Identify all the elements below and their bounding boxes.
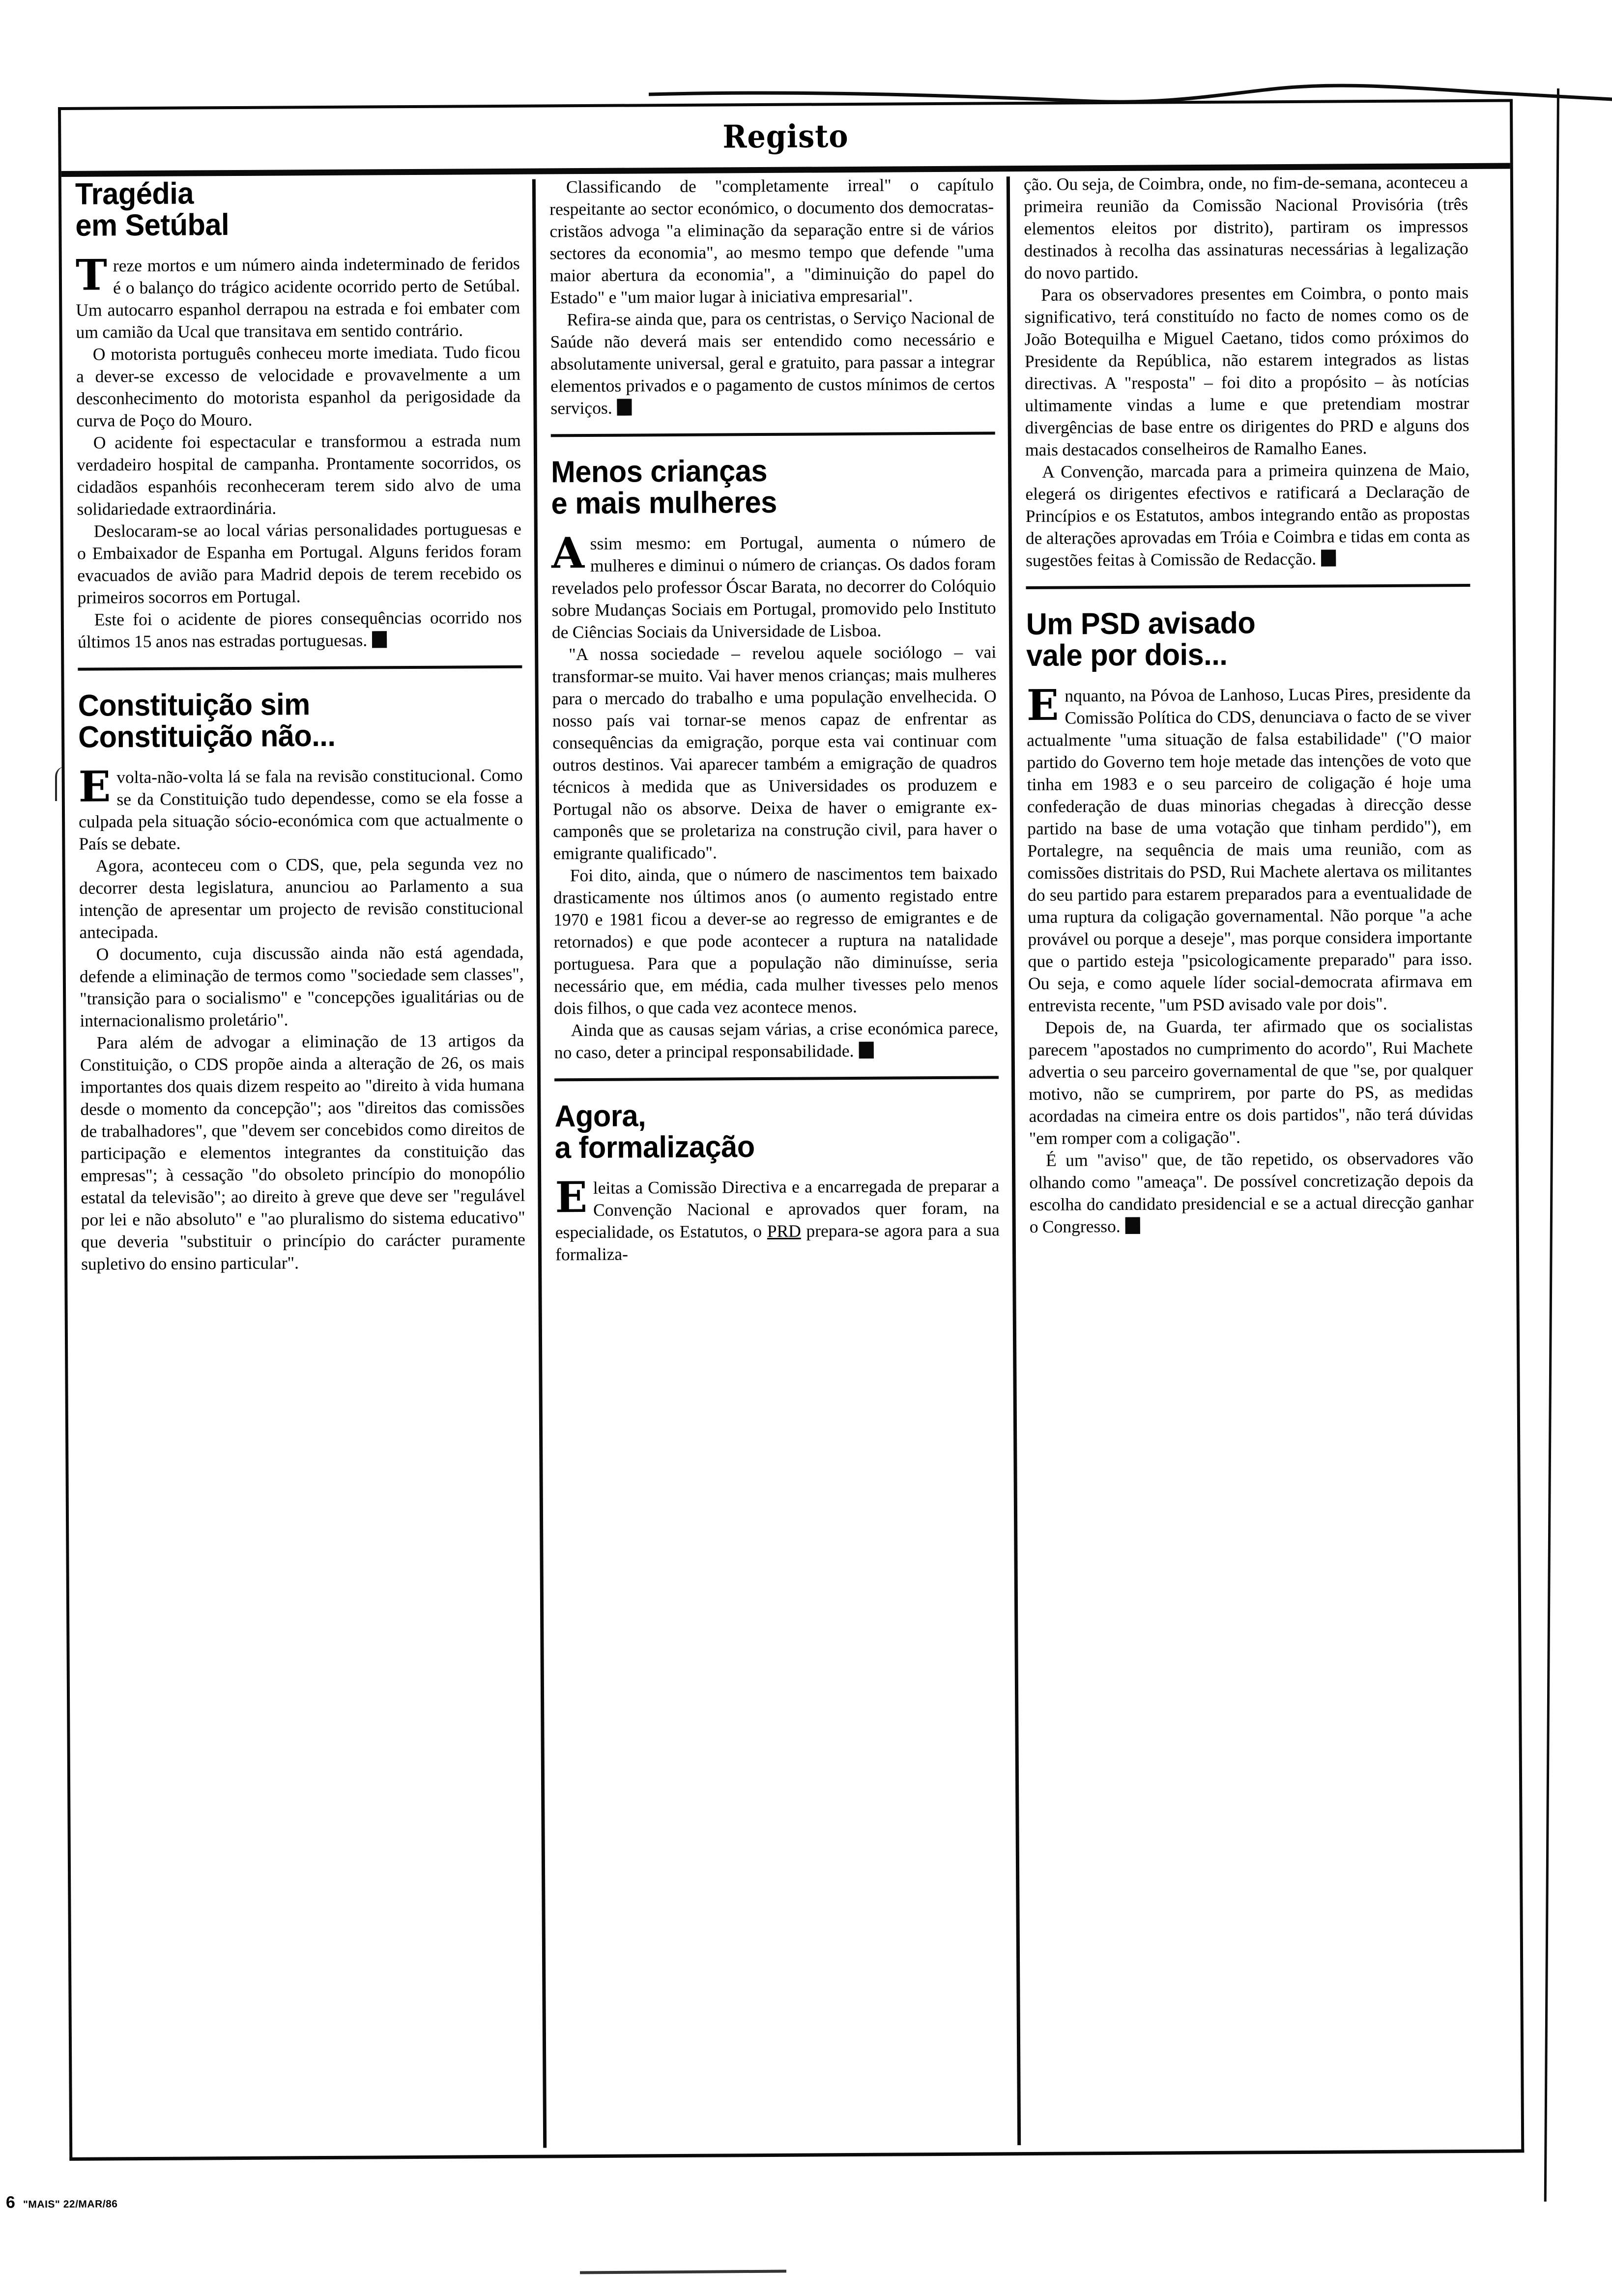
paragraph-text: Refira-se ainda que, para os centristas, o Serviço Nacional de Saúde não deverá mais ser entendido como necessário e absolutamente universal, geral e gratuito, para passar a integrar elementos privados e o pagamento de custos mínimos de certos serviços. — [550, 307, 995, 418]
paragraph-text: reze mortos e um número ainda indeterminado de feridos é o balanço do trágico acidente ocorrido perto de Setúbal. Um autocarro espanhol derrapou na estrada e foi embater com um camião da Ucal que transitava em sentido contrário. — [76, 253, 520, 342]
headline-agora-a-formalizacao — [554, 1098, 981, 1164]
paragraph — [555, 1172, 1000, 1265]
article-agora-a-formalizacao-continuacao — [1024, 171, 1470, 572]
paragraph-text: É um "aviso" que, de tão repetido, os observadores vão olhando como "ameaça". De possível concretização depois da escolha do candidato presidencial e se a actual direcção ganhar o Congresso. — [1029, 1148, 1474, 1236]
dropcap: A — [551, 528, 585, 578]
end-of-article-mark — [1125, 1217, 1140, 1234]
paragraph: Depois de, na Guarda, ter afirmado que os socialistas parecem "apostados no cumprimento do acordo", Rui Machete advertia o seu parceiro governamental de que "se, por qualquer motivo, não se cumprirem, por parte do PS, as medidas acordadas na cimeira entre os dois partidos", não terá dúvidas "em romper com a coligação". — [1028, 1015, 1473, 1148]
headline-line: Um PSD avisado — [1026, 606, 1256, 642]
article-divider — [1026, 584, 1470, 589]
article-divider — [554, 1076, 999, 1081]
end-of-article-mark — [372, 631, 387, 648]
article-divider — [78, 665, 522, 671]
paragraph: Deslocaram-se ao local várias personalidades portuguesas e o Embaixador de Espanha em Portugal. Alguns feridos foram evacuados de avião para Madrid depois de terem recebido os primeiros socorros em Portugal. — [77, 518, 522, 607]
paragraph-text: volta-não-volta lá se fala na revisão constitucional. Como se da Constituição tudo dependesse, como se ela fosse a culpada pela situação sócio-económica com que actualmente o País se debate. — [79, 765, 523, 854]
newspaper-page — [58, 99, 1524, 2166]
paragraph — [78, 606, 522, 653]
paragraph — [75, 250, 520, 344]
article-tragedia-em-setubal — [75, 176, 522, 653]
headline-constituicao-sim-constituicao-nao — [78, 688, 505, 754]
scan-artifact-right-rule — [1544, 88, 1559, 2202]
article-um-psd-avisado-vale-por-dois — [1026, 606, 1474, 1238]
footer-page-number: 6 — [5, 2193, 16, 2212]
dropcap: T — [75, 250, 108, 300]
paragraph — [551, 530, 996, 643]
dropcap: E — [555, 1172, 588, 1223]
end-of-article-mark — [859, 1042, 873, 1059]
underlined-term: PRD — [767, 1221, 801, 1241]
headline-tragedia-em-setubal — [75, 176, 502, 242]
masthead — [61, 102, 1510, 171]
paragraph — [1025, 459, 1470, 572]
paragraph: O documento, cuja discussão ainda não está agendada, defende a eliminação de termos como "sociedade sem classes", "transição para o socialismo" e "concepções igualitárias ou de internacionalismo proletário". — [79, 942, 524, 1031]
paragraph-text: leitas a Comissão Directiva e a encarregada de preparar a Convenção Nacional e aprovados quer foram, na especialidade, os Estatutos, o PRD prepara-se agora para a sua formaliza- — [555, 1176, 1000, 1264]
footer-issue-meta: "MAIS" 22/MAR/86 — [23, 2198, 118, 2210]
page-footer — [6, 2192, 118, 2212]
paragraph-text: ssim mesmo: em Portugal, aumenta o número de mulheres e diminui o número de crianças. Os dados foram revelados pelo professor Óscar Barata, no decorrer do Colóquio sobre Mudanças Sociais em Portugal, promovido pelo Instituto de Ciências Sociais da Universidade de Lisboa. — [551, 531, 996, 642]
article-menos-criancas-e-mais-mulheres — [551, 454, 999, 1063]
article-agora-a-formalizacao — [554, 1098, 1000, 1265]
dropcap: E — [78, 762, 111, 812]
headline-line: em Setúbal — [75, 208, 230, 243]
paragraph — [554, 1017, 998, 1063]
column-1 — [61, 176, 543, 2157]
paragraph — [550, 306, 995, 419]
article-constituicao-continuacao — [549, 173, 995, 419]
paragraph: Classificando de "completamente irreal" o capítulo respeitante ao sector económico, o documento dos democratas-cristãos advoga "a eliminação da separação entre si de vários sectores da economia", ao mesmo tempo que defende "uma maior abertura da economia", a "diminuição do papel do Estado" e "um maior lugar à iniciativa empresarial". — [549, 174, 995, 308]
headline-line: a formalização — [554, 1130, 755, 1165]
headline-line: Constituição não... — [78, 719, 336, 755]
paragraph-text: Ainda que as causas sejam várias, a crise económica parece, no caso, deter a principal responsabilidade. — [554, 1018, 999, 1062]
article-constituicao-sim-constituicao-nao — [78, 688, 526, 1275]
headline-line: Menos crianças — [550, 454, 768, 489]
paragraph: Para além de advogar a eliminação de 13 artigos da Constituição, o CDS propõe ainda a alteração de 26, os mais importantes dos quais dizem respeito ao "direito à vida humana desde o momento da concepção"; aos "direitos das comissões de trabalhadores", que "devem ser concebidos como direitos de participação e elementos integrantes da constituição das empresas"; à cessação "do obsoleto princípio do monopólio estatal da televisão"; ao direito à greve que deve ser "regulável por lei e não absoluto" e "ao pluralismo do sistema educativo" que deveria "substituir o princípio do carácter puramente supletivo do ensino particular". — [80, 1030, 525, 1274]
paragraph: Agora, aconteceu com o CDS, que, pela segunda vez no decorrer desta legislatura, anunciou ao Parlamento a sua intenção de apresentar um projecto de revisão constitucional antecipada. — [79, 853, 524, 942]
column-3 — [1010, 171, 1492, 2152]
paragraph-text: Este foi o acidente de piores consequências ocorrido nos últimos 15 anos nas estradas portuguesas. — [77, 607, 522, 652]
article-divider — [551, 431, 995, 437]
headline-line: vale por dois... — [1026, 638, 1228, 673]
headline-line: Constituição sim — [78, 688, 310, 723]
end-of-article-mark — [1321, 549, 1336, 566]
column-grid — [61, 171, 1521, 2157]
paragraph: O acidente foi espectacular e transformou a estrada num verdadeiro hospital de campanha. Prontamente socorridos, os cidadãos espanhóis reconheceram terem sido alvo de uma solidariedade extraordinária. — [76, 430, 521, 519]
paragraph — [1029, 1147, 1474, 1238]
paragraph: "A nossa sociedade – revelou aquele sociólogo – vai transformar-se muito. Vai haver menos crianças; mais mulheres para o mercado do trabalho e uma população envelhecida. O nosso país vai tornar-se menos capaz de enfrentar as consequências da emigração, porque esta vai continuar com outros destinos. Vai aparecer também a emigração de quadros técnicos à medida que as Universidades os produzem e Portugal não os absorve. Deixa de haver o emigrante ex-camponês que se proletariza na construção civil, para haver o emigrante qualificado". — [552, 642, 998, 863]
paragraph — [1026, 680, 1473, 1017]
headline-um-psd-avisado-vale-por-dois — [1026, 606, 1453, 672]
headline-menos-criancas-e-mais-mulheres — [551, 455, 978, 520]
paragraph: ção. Ou seja, de Coimbra, onde, no fim-de-semana, aconteceu a primeira reunião da Comissão Nacional Provisória (três elementos eleitos por distrito), partiram os impressos destinados à recolha das assinaturas necessárias à legalização do novo partido. — [1023, 172, 1468, 283]
headline-line: Agora, — [554, 1099, 646, 1134]
masthead-title: Registo — [722, 117, 849, 155]
column-2 — [536, 173, 1017, 2154]
paragraph: O motorista português conheceu morte imediata. Tudo ficou a dever-se excesso de velocidade e provavelmente a um desconhecimento do motorista espanhol da perigosidade da curva de Poço do Mouro. — [76, 342, 521, 430]
scan-artifact-bottom-tick — [580, 2270, 786, 2274]
paragraph — [78, 764, 523, 855]
headline-line: e mais mulheres — [551, 486, 777, 521]
end-of-article-mark — [617, 399, 632, 415]
headline-line: Tragédia — [75, 176, 194, 211]
paragraph: Para os observadores presentes em Coimbra, o ponto mais significativo, terá constituído no facto de nomes como os de João Botequilha e Miguel Caetano, tidos como próximos do Presidente da República, não estarem integrados as listas directivas. A "resposta" – foi dito a propósito – às notícias ultimamente vindas a lume e que pretendiam mostrar divergências de base entre os dirigentes do PRD e alguns dos mais destacados conselheiros de Ramalho Eanes. — [1024, 282, 1469, 460]
dropcap: E — [1026, 680, 1059, 730]
paragraph: Foi dito, ainda, que o número de nascimentos tem baixado drasticamente nos últimos anos (o aumento registado entre 1970 e 1981 ficou a dever-se ao regresso de emigrantes e de retornados) e que pode acontecer a ruptura na natalidade portuguesa. Para que a população não diminuísse, seria necessário que, em média, cada mulher tivesses pelo menos dois filhos, o que cada vez acontece menos. — [553, 863, 999, 1018]
paragraph-text: A Convenção, marcada para a primeira quinzena de Maio, elegerá os dirigentes efectivos e ratificará a Declaração de Princípios e os Estatutos, ambos integrando então as propostas de alterações aprovadas em Tróia e Coimbra e tidas em conta as sugestões feitas à Comissão de Redacção. — [1025, 459, 1470, 571]
paragraph-text: nquanto, na Póvoa de Lanhoso, Lucas Pires, presidente da Comissão Política do CDS, denunciava o facto de se viver actualmente "uma situação de falsa estabilidade" ("O maior partido do Governo tem hoje metade das intenções de voto que tinha em 1983 e o seu parceiro de coligação é hoje uma confederação de duas minorias chegadas à direcção desse partido na base de uma votação que tinham perdido"), em Portalegre, na sequência de mais uma reunião, com as comissões distritais do PSD, Rui Machete alertava os militantes do seu partido para estarem preparados para a eventualidade de uma ruptura da coligação governamental. Não porque "a ache provável ou porque a deseje", mas porque considera importante que o partido esteja "psicologicamente preparado" para isso. Ou seja, e como aquele líder social-democrata afirmava em entrevista recente, "um PSD avisado vale por dois". — [1027, 683, 1473, 1015]
